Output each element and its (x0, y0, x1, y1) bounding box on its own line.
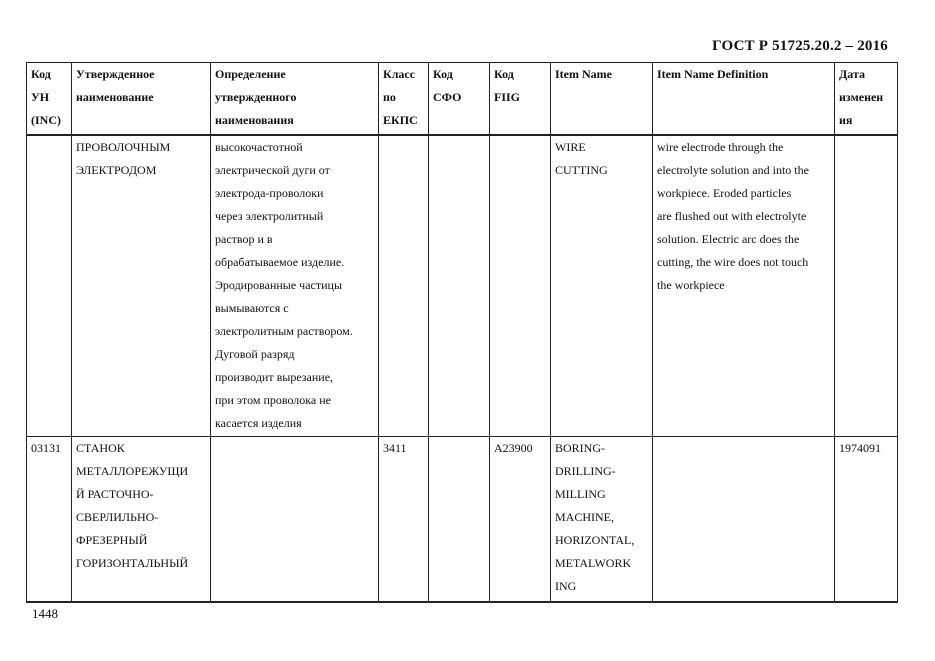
col-header-change-date: Дата изменен ия (835, 63, 898, 135)
cell-ekps-class: 3411 (379, 436, 429, 602)
table-header-row (27, 63, 898, 135)
col-header-inc: Код УН (INC) (27, 63, 72, 135)
cell-approved-name: ПРОВОЛОЧНЫМ ЭЛЕКТРОДОМ (72, 135, 211, 437)
cell-sfo-code (429, 135, 490, 437)
col-header-approved-name: Утвержденное наименование (72, 63, 211, 135)
catalog-table (26, 62, 898, 603)
col-header-sfo-code: Код СФО (429, 63, 490, 135)
col-header-item-name: Item Name (551, 63, 653, 135)
cell-sfo-code (429, 436, 490, 602)
cell-change-date (835, 135, 898, 437)
col-header-fiig-code: Код FIIG (490, 63, 551, 135)
cell-fiig-code: A23900 (490, 436, 551, 602)
cell-change-date: 1974091 (835, 436, 898, 602)
col-header-definition: Определение утвержденного наименования (211, 63, 379, 135)
cell-approved-name: СТАНОК МЕТАЛЛОРЕЖУЩИ Й РАСТОЧНО- СВЕРЛИЛЬНО- ФРЕЗЕРНЫЙ ГОРИЗОНТАЛЬНЫЙ (72, 436, 211, 602)
table-row (27, 436, 898, 602)
cell-item-definition: wire electrode through the electrolyte solution and into the workpiece. Eroded particles are flushed out with electrolyte solution. Electric arc does the cutting, the wire does not touch the workpiece (653, 135, 835, 437)
cell-fiig-code (490, 135, 551, 437)
document-title: ГОСТ Р 51725.20.2 – 2016 (712, 38, 888, 54)
col-header-ekps-class: Класс по ЕКПС (379, 63, 429, 135)
cell-item-definition (653, 436, 835, 602)
table-row (27, 135, 898, 437)
page-number: 1448 (32, 606, 58, 621)
cell-item-name: BORING- DRILLING- MILLING MACHINE, HORIZONTAL, METALWORK ING (551, 436, 653, 602)
cell-definition (211, 436, 379, 602)
cell-definition: высокочастотной электрической дуги от электрода-проволоки через электролитный раствор и в обрабатываемое изделие. Эродированные частицы вымываются с электролитным раствором. Дуговой разряд производит вырезание, при этом проволока не касается изделия (211, 135, 379, 437)
col-header-item-definition: Item Name Definition (653, 63, 835, 135)
cell-item-name: WIRE CUTTING (551, 135, 653, 437)
cell-inc: 03131 (27, 436, 72, 602)
cell-inc (27, 135, 72, 437)
cell-ekps-class (379, 135, 429, 437)
